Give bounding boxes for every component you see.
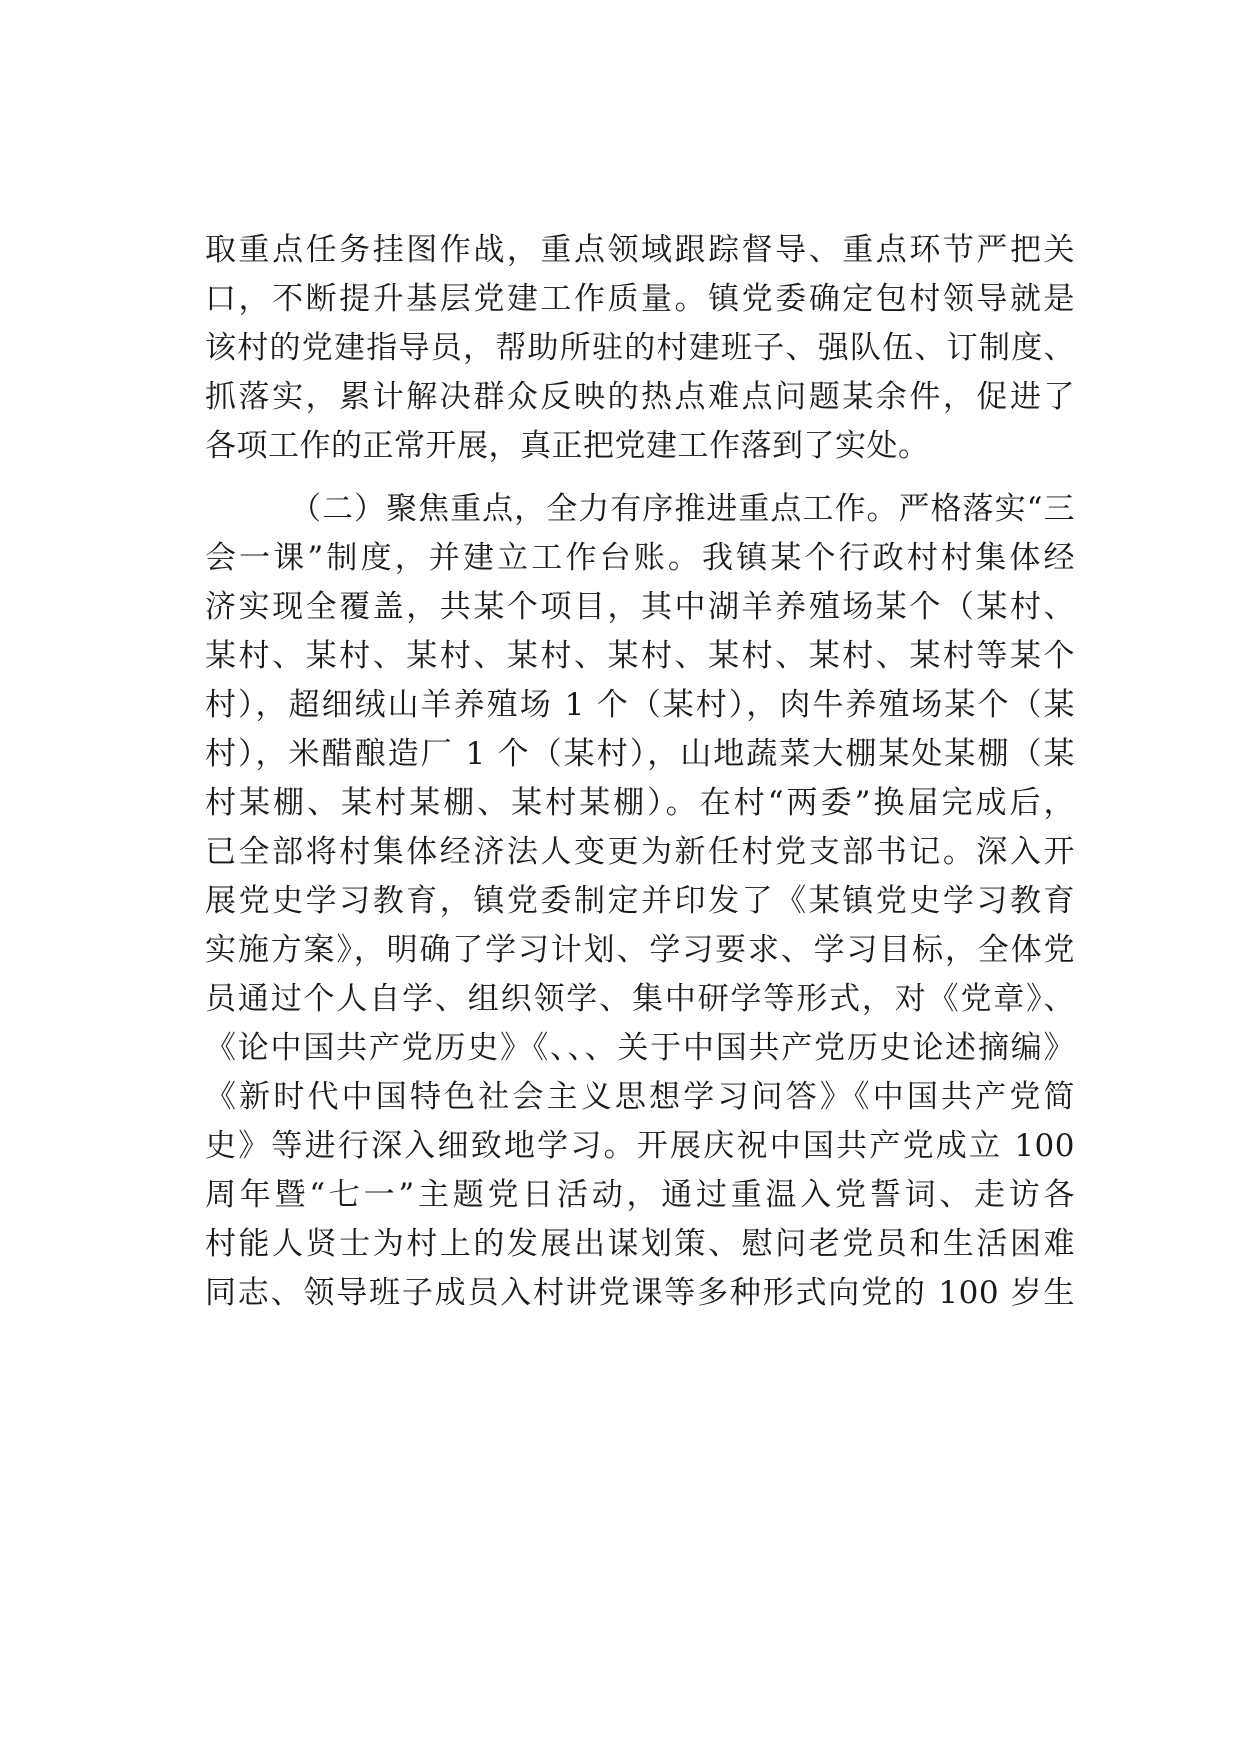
paragraph-1	[205, 226, 1075, 471]
text-line: 已全部将村集体经济法人变更为新任村党支部书记。深入开	[205, 834, 1075, 870]
text-line: 周年暨“七一”主题党日活动，通过重温入党誓词、走访各	[205, 1177, 1075, 1213]
text-line: 村能人贤士为村上的发展出谋划策、慰问老党员和生活困难	[205, 1226, 1075, 1262]
text-line: 村某棚、某村某棚、某村某棚）。在村“两委”换届完成后，	[205, 785, 1075, 821]
text-line: 《新时代中国特色社会主义思想学习问答》《中国共产党简	[205, 1079, 1075, 1115]
text-line: 《论中国共产党历史》《、、、关于中国共产党历史论述摘编》	[205, 1030, 1075, 1066]
text-line: 取重点任务挂图作战，重点领域跟踪督导、重点环节严把关	[205, 232, 1075, 268]
paragraph-spacer	[205, 471, 1075, 485]
text-line: 各项工作的正常开展，真正把党建工作落到了实处。	[205, 428, 930, 464]
text-line: 口，不断提升基层党建工作质量。镇党委确定包村领导就是	[205, 281, 1075, 317]
text-line: 展党史学习教育，镇党委制定并印发了《某镇党史学习教育	[205, 883, 1075, 919]
text-line: 会一课”制度，并建立工作台账。我镇某个行政村村集体经	[205, 540, 1075, 576]
paragraph-2	[205, 485, 1075, 1318]
text-line: 村），米醋酿造厂 1 个（某村），山地蔬菜大棚某处某棚（某	[205, 736, 1075, 772]
text-line: 该村的党建指导员，帮助所驻的村建班子、强队伍、订制度、	[205, 330, 1075, 366]
text-line: （二）聚焦重点，全力有序推进重点工作。严格落实“三	[290, 491, 1075, 527]
text-line: 村），超细绒山羊养殖场 1 个（某村），肉牛养殖场某个（某	[205, 687, 1075, 723]
text-line: 济实现全覆盖，共某个项目，其中湖羊养殖场某个（某村、	[205, 589, 1075, 625]
text-line: 实施方案》，明确了学习计划、学习要求、学习目标，全体党	[205, 932, 1075, 968]
text-line: 抓落实，累计解决群众反映的热点难点问题某余件，促进了	[205, 379, 1075, 415]
text-line: 史》等进行深入细致地学习。开展庆祝中国共产党成立 100	[205, 1128, 1075, 1164]
text-line: 某村、某村、某村、某村、某村、某村、某村、某村等某个	[205, 638, 1075, 674]
text-line: 同志、领导班子成员入村讲党课等多种形式向党的 100 岁生	[205, 1275, 1075, 1311]
document-body	[205, 226, 1075, 1318]
text-line: 员通过个人自学、组织领学、集中研学等形式，对《党章》、	[205, 981, 1075, 1017]
